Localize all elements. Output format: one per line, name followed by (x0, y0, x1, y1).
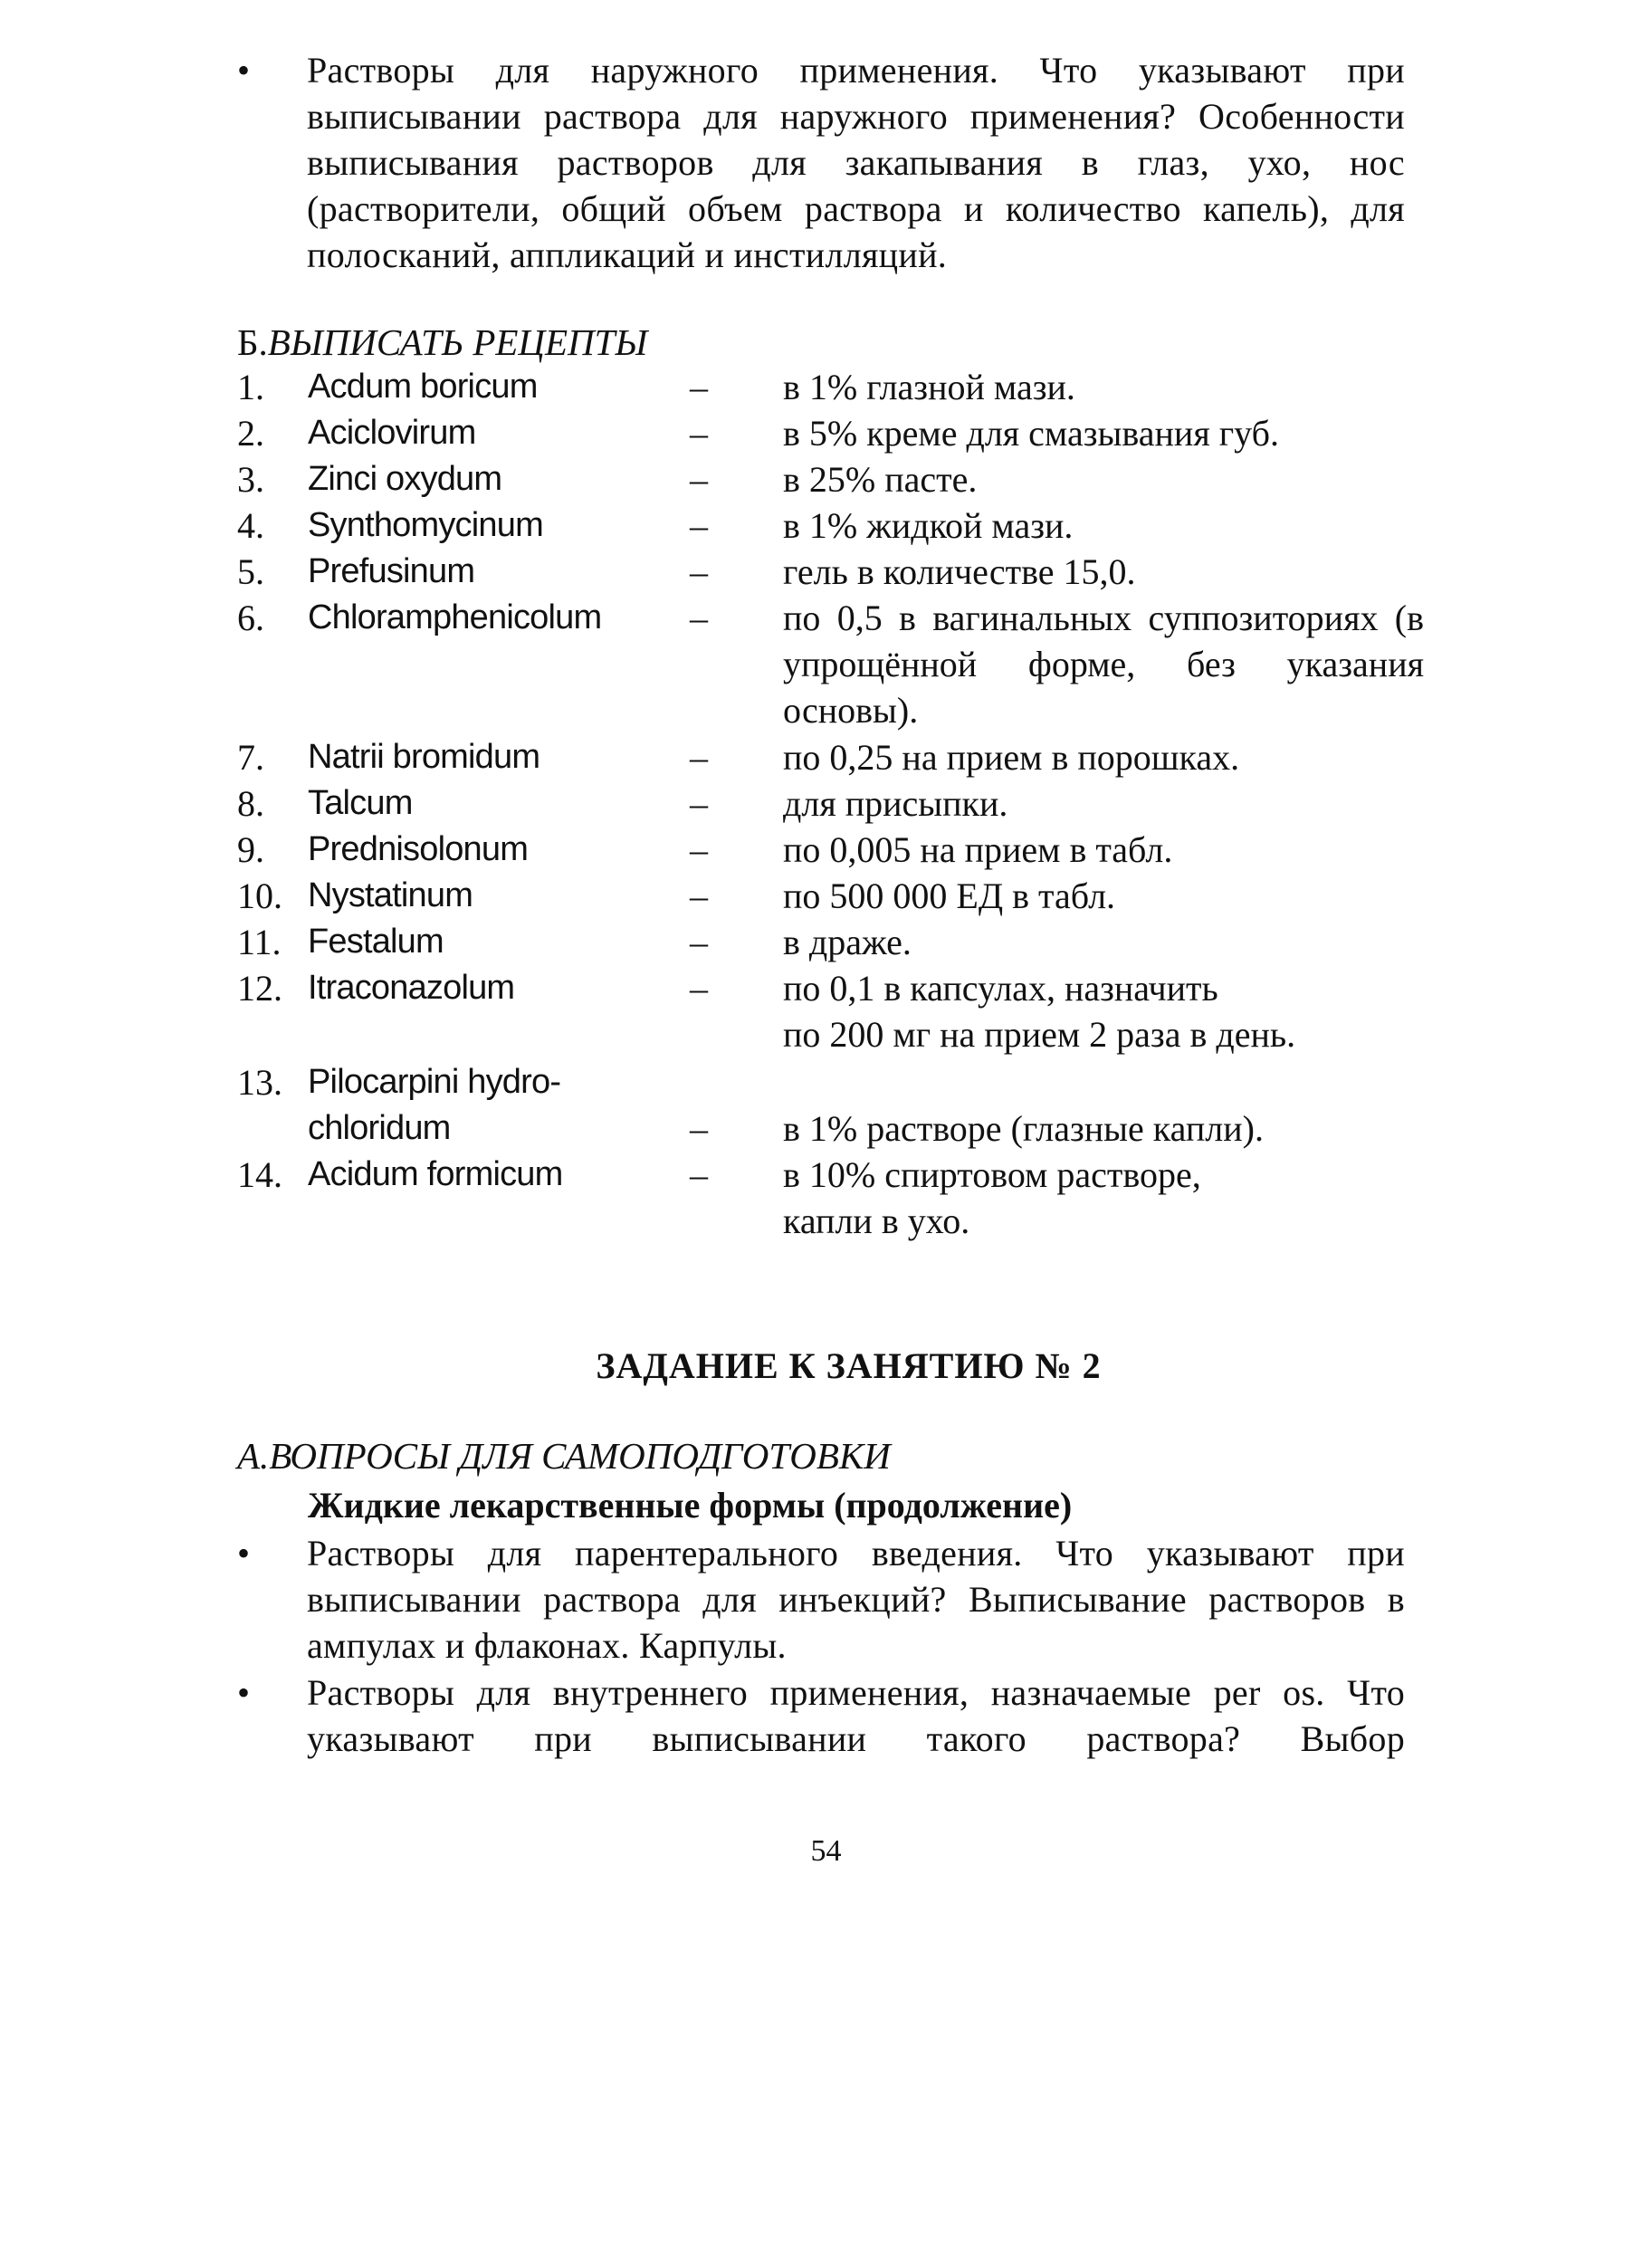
bullet-text: Растворы для внутреннего применения, назначаемые per os. Что указывают при выписывании такого раствора? Выбор (307, 1672, 1405, 1759)
item-dash: – (690, 875, 708, 916)
item-dash: – (690, 551, 708, 592)
drug-description: в 10% спиртовом растворе, капли в ухо. (783, 1154, 1201, 1241)
item-number: 1. (237, 367, 264, 407)
item-number: 9. (237, 829, 264, 870)
drug-description: по 0,1 в капсулах, назначить по 200 мг на прием 2 раза в день. (783, 968, 1296, 1055)
item-dash: – (690, 1154, 708, 1195)
drug-description: в драже. (783, 922, 912, 962)
drug-name: Prednisolonum (308, 830, 529, 868)
item-dash: – (690, 829, 708, 870)
drug-name: Pilocarpini hydro- chloridum (308, 1063, 561, 1147)
drug-description: в 25% пасте. (783, 459, 978, 500)
bullet-marker: • (237, 1672, 251, 1713)
item-number: 13. (237, 1062, 282, 1103)
item-dash: – (690, 413, 708, 454)
item-number: 7. (237, 737, 264, 778)
drug-name: Festalum (308, 923, 444, 961)
drug-description: по 0,5 в вагинальных суппозиториях (в упрощённой форме, без указания основы). (783, 598, 1424, 731)
item-number: 3. (237, 459, 264, 500)
item-dash: – (690, 459, 708, 500)
drug-description: в 1% жидкой мази. (783, 505, 1074, 546)
item-number: 10. (237, 875, 282, 916)
item-dash: – (690, 968, 708, 1009)
item-dash: – (690, 783, 708, 824)
drug-description: в 5% креме для смазывания губ. (783, 413, 1279, 454)
drug-name: Aciclovirum (308, 414, 476, 452)
item-number: 8. (237, 783, 264, 824)
item-dash: – (690, 922, 708, 962)
bullet-marker: • (237, 1533, 251, 1574)
drug-name: Prefusinum (308, 552, 475, 590)
item-dash: – (690, 505, 708, 546)
bullet-text: Растворы для парентерального введения. Что указывают при выписывании раствора для инъекций? Выписывание растворов в ампулах и флаконах. Карпулы. (307, 1533, 1405, 1666)
task-title: ЗАДАНИЕ К ЗАНЯТИЮ № 2 (596, 1345, 1102, 1386)
drug-description: гель в количестве 15,0. (783, 551, 1136, 592)
item-number: 4. (237, 505, 264, 546)
top-bullet-text: Растворы для наружного применения. Что указывают при выписывании раствора для наружного применения? Особенности выписывания растворов для закапывания в глаз, ухо, нос (растворители, общий объем раствора и количество капель), для полосканий, аппликаций и инстилляций. (307, 50, 1405, 275)
drug-name: Acdum boricum (308, 368, 538, 406)
item-number: 6. (237, 598, 264, 638)
drug-description: по 0,005 на прием в табл. (783, 829, 1173, 870)
bullet-marker: • (237, 50, 251, 91)
item-number: 14. (237, 1154, 282, 1195)
drug-name: Nystatinum (308, 876, 473, 914)
drug-description: по 0,25 на прием в порошках. (783, 737, 1240, 778)
drug-name: Natrii bromidum (308, 738, 540, 776)
drug-name: Chloramphenicolum (308, 598, 602, 636)
item-number: 5. (237, 551, 264, 592)
drug-name: Acidum formicum (308, 1155, 563, 1193)
drug-description: в 1% растворе (глазные капли). (783, 1108, 1264, 1149)
drug-description: по 500 000 ЕД в табл. (783, 875, 1116, 916)
item-dash: – (690, 737, 708, 778)
item-dash: – (690, 367, 708, 407)
section-a-heading (237, 1433, 891, 1478)
drug-name: Synthomycinum (308, 506, 543, 544)
section-b-title: ВЫПИСАТЬ РЕЦЕПТЫ (267, 321, 648, 363)
item-number: 2. (237, 413, 264, 454)
section-a-title: ВОПРОСЫ ДЛЯ САМОПОДГОТОВКИ (269, 1435, 891, 1477)
section-b-heading (237, 320, 647, 365)
drug-name: Talcum (308, 784, 413, 822)
item-dash: – (690, 598, 708, 638)
drug-name: Zinci oxydum (308, 460, 502, 498)
section-a-prefix: А. (237, 1435, 270, 1477)
item-number: 11. (237, 922, 282, 962)
subheading: Жидкие лекарственные формы (продолжение) (308, 1485, 1073, 1526)
bullet-item (237, 1669, 1405, 1762)
page-number: 54 (810, 1834, 842, 1868)
top-bullet-item (237, 47, 1405, 278)
item-dash: – (690, 1108, 708, 1149)
section-b-prefix: Б. (237, 321, 268, 363)
drug-description: в 1% глазной мази. (783, 367, 1075, 407)
item-number: 12. (237, 968, 282, 1009)
drug-description: для присыпки. (783, 783, 1008, 824)
bullet-item (237, 1530, 1405, 1669)
drug-name: Itraconazolum (308, 969, 515, 1007)
